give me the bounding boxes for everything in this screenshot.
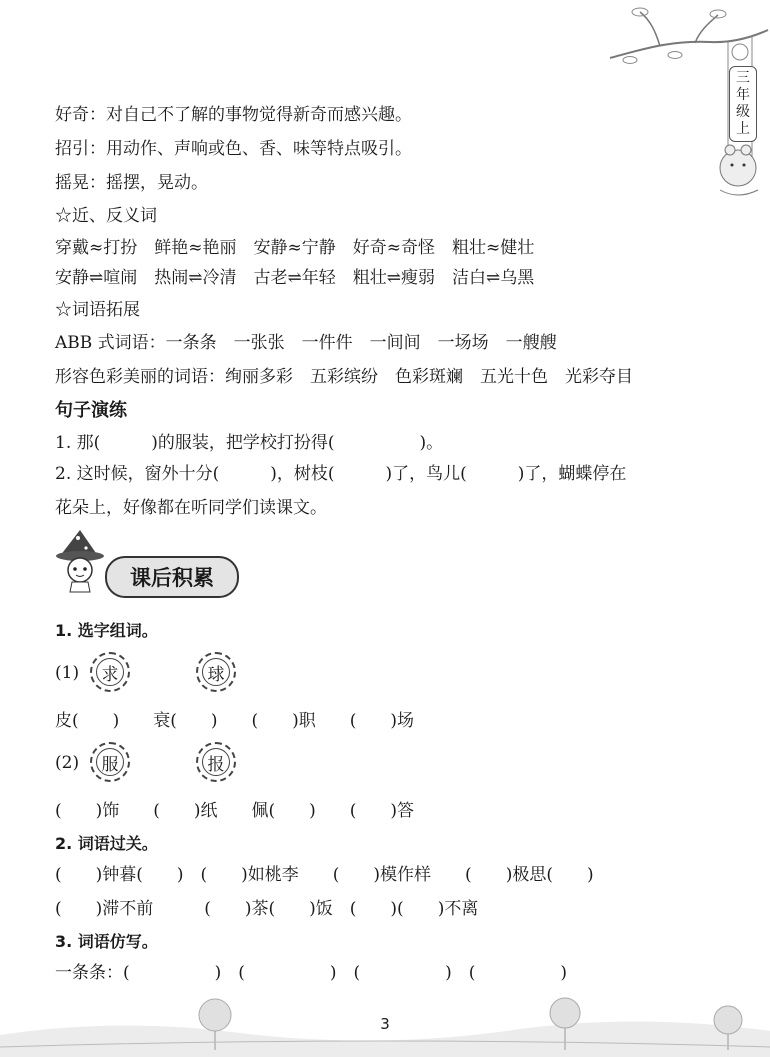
q1-part1-label: (1) xyxy=(55,663,80,683)
definition-attract: 招引：用动作、声响或色、香、味等特点吸引。 xyxy=(55,139,412,159)
sentence-exercise-1: 1. 那( )的服装，把学校打扮得( )。 xyxy=(55,433,444,453)
q1-part2-row: ( )饰 ( )纸 佩( ) ( )答 xyxy=(55,801,415,821)
q1-part1-row: 皮( ) 衰( ) ( )职 ( )场 xyxy=(55,711,415,731)
expansion-header: ☆词语拓展 xyxy=(55,300,140,320)
q2-row-1: ( )钟暮( ) ( )如桃李 ( )模作样 ( )极思( ) xyxy=(55,865,594,885)
q1-part2-label: (2) xyxy=(55,753,80,773)
sentence-exercise-2: 2. 这时候，窗外十分( )，树枝( )了，鸟儿( )了，蝴蝶停在 xyxy=(55,464,627,484)
q2-title: 2. 词语过关。 xyxy=(55,834,158,853)
definition-sway: 摇晃：摇摆，晃动。 xyxy=(55,173,208,193)
sentence-practice-heading: 句子演练 xyxy=(55,400,127,421)
wizard-mascot-icon xyxy=(50,528,110,593)
color-words-row: 形容色彩美丽的词语：绚丽多彩 五彩缤纷 色彩斑斓 五光十色 光彩夺目 xyxy=(55,367,633,387)
synonyms-header: ☆近、反义词 xyxy=(55,206,157,226)
synonyms-row: 穿戴≈打扮 鲜艳≈艳丽 安静≈宁静 好奇≈奇怪 粗壮≈健壮 xyxy=(55,238,535,258)
antonyms-row: 安静⇌喧闹 热闹⇌冷清 古老⇌年轻 粗壮⇌瘦弱 洁白⇌乌黑 xyxy=(55,268,535,288)
page-number: 3 xyxy=(380,1015,390,1033)
q3-title: 3. 词语仿写。 xyxy=(55,932,158,951)
char-badge-qiu2: 球 xyxy=(196,652,236,692)
q3-row: 一条条：( ) ( ) ( ) ( ) xyxy=(55,963,568,983)
abb-words-row: ABB 式词语：一条条 一张张 一件件 一间间 一场场 一艘艘 xyxy=(55,333,557,353)
q2-row-2: ( )滞不前 ( )茶( )饭 ( )( )不离 xyxy=(55,899,479,919)
q1-title: 1. 选字组词。 xyxy=(55,621,158,640)
definition-curious: 好奇：对自己不了解的事物觉得新奇而感兴趣。 xyxy=(55,105,412,125)
char-badge-bao: 报 xyxy=(196,742,236,782)
char-badge-qiu1: 求 xyxy=(90,652,130,692)
grade-badge: 三 年 级 上 xyxy=(729,66,757,142)
char-badge-fu: 服 xyxy=(90,742,130,782)
after-class-banner xyxy=(105,556,239,598)
sentence-exercise-2-cont: 花朵上，好像都在听同学们读课文。 xyxy=(55,498,327,518)
after-class-banner-text: 课后积累 xyxy=(130,566,214,590)
